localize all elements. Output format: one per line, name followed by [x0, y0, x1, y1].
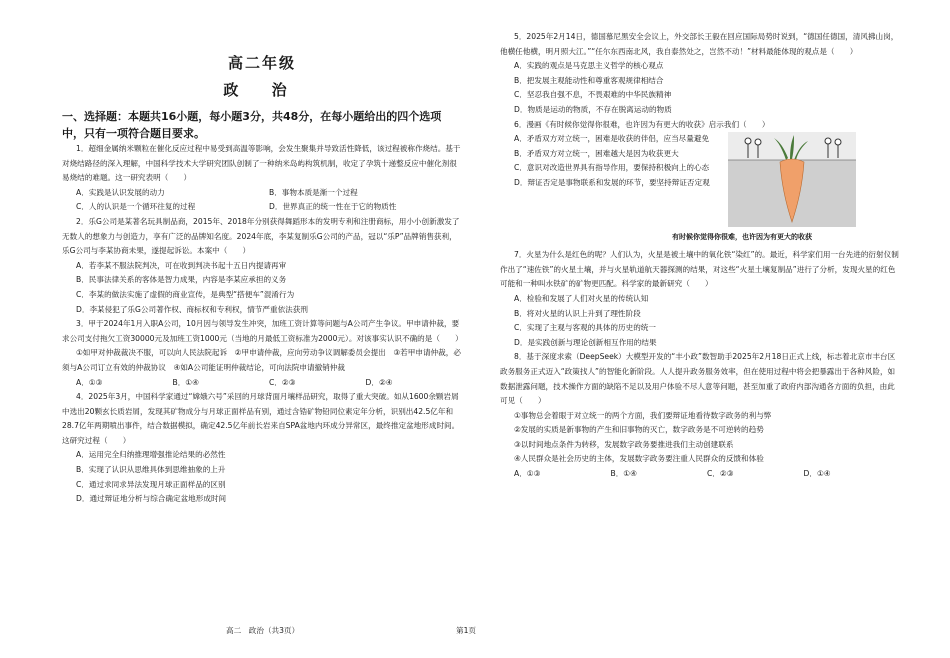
option-d: D．世界真正的统一性在于它的物质性	[269, 202, 397, 212]
option-c: C．通过求同求异法发现月球正面样品的区别	[76, 479, 226, 489]
option-c: C．意识对改造世界具有指导作用，要保持积极向上的心态	[514, 163, 710, 173]
question-stem: 3．甲于2024年1月入职A公司，10月因与领导发生冲突，加班工资计算等问题与A公司产生争议。甲申请仲裁，要求公司支付拖欠工资30000元及加班工资1000元（当地的月最低工资标准为2000元）。对该事实认识不确的是（ ）	[62, 319, 463, 343]
question-8	[500, 350, 900, 481]
option-a: A．①③	[514, 469, 541, 479]
cartoon-image	[728, 132, 856, 227]
question-4	[62, 390, 462, 507]
statement-3: ③以时间地点条件为转移，发展数字政务要推进我们主动创建联系	[514, 439, 734, 449]
option-d: D．辩证否定是事物联系和发展的环节，要坚持辩证否定观	[514, 177, 710, 187]
question-stem: 8．基于深度求索（DeepSeek）大模型开发的“丰小政”数智助手2025年2月18日正式上线，标志着北京市丰台区政务服务正式迈入“政策找人”的智能化新阶段。人人提升政务服务效率，但在使用过程中将会把暴露出于各种风险，如数据泄露问题，技术操作方面的缺陷不足以及用户体验不尽人意等问题，甚至加重了政府内部沟通各方面的负担，由此可见（ ）	[500, 352, 896, 406]
question-6-options	[500, 132, 720, 190]
option-d: D．①④	[803, 469, 831, 479]
question-stem: 4．2025年3月，中国科学家通过“嫦娥六号”采回的月球背面月壤样品研究，取得了重大突破。如从1600余颗岩屑中选出20颗玄长质岩屑，发现其矿物成分与月球正面样品有别，通过含锆矿物铅同位素定年分析，识别出42.5亿年和28.7亿年两期喷出事件，结合数据模拟，确定42.5亿年前长岩来自SPA盆地内环成分异常区，最终推定盆地形成时间。这研究过程（ ）	[62, 392, 460, 445]
left-column	[62, 30, 462, 507]
footer-page-number: 第1页	[456, 626, 477, 635]
options	[500, 467, 900, 482]
option-b: B．实现了认识从思维具体到思维抽象的上升	[76, 465, 226, 475]
option-a: A．若李某不服法院判决，可在收到判决书起十五日内提请再审	[76, 260, 287, 270]
statement-1: ①事物总会着眼于对立统一的两个方面，我们要辩证地看待数字政务的利与弊	[514, 410, 772, 420]
option-b: B．矛盾双方对立统一，困难越大是因为收获更大	[514, 148, 679, 158]
options	[62, 186, 462, 215]
question-stem: 6．漫画《有时候你觉得你很难，也许因为有更大的收获》启示我们（ ）	[514, 119, 770, 129]
option-d: D．物质是运动的物质，不存在脱离运动的物质	[514, 104, 672, 114]
option-d: D．是实践创新与理论创新相互作用的结果	[514, 337, 657, 347]
cartoon-zone	[500, 132, 900, 248]
option-c: C．②③	[269, 377, 296, 387]
option-c: C．李某的做法实施了虚假的商业宣传，是典型“搭便车”混淆行为	[76, 289, 295, 299]
option-d: D．通过辩证地分析与综合确定盆地形成时间	[76, 494, 227, 504]
carrot-cartoon-icon	[728, 132, 856, 227]
section-heading: 一、选择题：本题共16小题，每小题3分，共48分，在每小题给出的四个选项中，只有一项符合题目要求。	[62, 110, 442, 140]
option-b: B．将对火星的认识上升到了理性阶段	[514, 308, 641, 318]
option-a: A．运用完全归纳推理增强推论结果的必然性	[76, 450, 226, 460]
option-b: B．①④	[172, 377, 199, 387]
options	[62, 376, 462, 391]
option-d: D．李某侵犯了乐G公司著作权、商标权和专利权，情节严重依法获刑	[76, 304, 308, 314]
subject-title: 政 治	[223, 81, 301, 99]
cartoon-caption: 有时候你觉得你很难，也许因为有更大的收获	[672, 233, 812, 242]
statement-4: ④人民群众是社会历史的主体，发展数字政务要注重人民群众的反馈和体验	[514, 454, 764, 464]
option-a: A．实践是认识发展的动力	[76, 187, 165, 197]
option-a: A．矛盾双方对立统一，困难是收获的伴侣，应当尽量避免	[514, 134, 710, 144]
question-stem: 7．火星为什么是红色的呢？人们认为，火星是被土壤中的氧化铁“染红”的。最近，科学家们用一台先进的衍射仪制作出了“速佐铁”的火星土壤，并与火星轨道航天器探测的结果，对这些“火星土壤复制品”进行了分析，发现火星的红色可能和一种叫水铁矿的矿物更匹配。科学家的最新研究（ ）	[500, 250, 899, 289]
question-items: ①如甲对仲裁裁决不服，可以向人民法院起诉 ②甲申请仲裁，应向劳动争议调解委员会提出 ③若甲申请仲裁，必须与A公司订立有效的仲裁协议 ④如A公司能证明仲裁结论，可向法院申请撤销仲裁	[62, 348, 461, 372]
footer-subject: 高二 政治（共3页）	[226, 626, 300, 635]
question-6	[500, 118, 900, 249]
option-a: A．①③	[76, 377, 103, 387]
option-b: B．①④	[610, 469, 637, 479]
question-2	[62, 215, 462, 317]
option-a: A．检验和发展了人们对火星的传统认知	[514, 293, 649, 303]
statement-2: ②发展的实质是新事物的产生和旧事物的灭亡，数字政务是不可逆转的趋势	[514, 425, 764, 435]
option-b: B．民事法律关系的客体是智力成果，内容是李某应承担的义务	[76, 275, 287, 285]
option-c: C．②③	[707, 469, 734, 479]
question-stem: 5．2025年2月14日，德国慕尼黑安全会议上，外交部长王毅在回应国际局势时说到，“德国任德国，清风拂山岗，他横任他横，明月照大江。”“任尔东西南北风，我自泰然处之，岂然不动！”材料最能体现的观点是（ ）	[500, 32, 899, 56]
question-7	[500, 248, 900, 350]
option-a: A．实践的观点是马克思主义哲学的核心观点	[514, 61, 664, 71]
option-b: B．把发展主观能动性和尊重客观规律相结合	[514, 75, 664, 85]
option-c: C．实现了主观与客观的具体的历史的统一	[514, 323, 656, 333]
right-column	[500, 30, 900, 482]
option-b: B．事物本质是渐一个过程	[269, 187, 358, 197]
question-3	[62, 317, 462, 390]
question-stem: 2．乐G公司是某著名玩具制品商，2015年、2018年分别获得舞蹈形本的发明专利和注册商标，用小小创新激发了无数人的想象力与创造力，享有广泛的品牌知名度。2024年底，李某复制乐G公司的产品，冠以“乐P”品牌销售获利，乐G公司与李某协商未果，遂提起诉讼。本案中（ ）	[62, 216, 460, 256]
grade-title: 高二年级	[227, 54, 296, 72]
question-stem: 1．超细金属纳米颗粒在催化反应过程中易受到高温等影响，会发生聚集并导致活性降低，该过程被称作烧结。基于对烧结路径的深入理解，中国科学技术大学研究团队创制了一种纳米岛屿构筑机制，收定了孕筑十递整反应中催化剂很易烧结的难题。这一研究表明（ ）	[62, 144, 461, 183]
option-c: C．坚忍我自强不息，不畏艰难的中华民族精神	[514, 90, 672, 100]
question-5	[500, 30, 900, 118]
option-d: D．②④	[365, 377, 393, 387]
question-1	[62, 142, 462, 215]
option-c: C．人的认识是一个循环往复的过程	[76, 202, 196, 212]
